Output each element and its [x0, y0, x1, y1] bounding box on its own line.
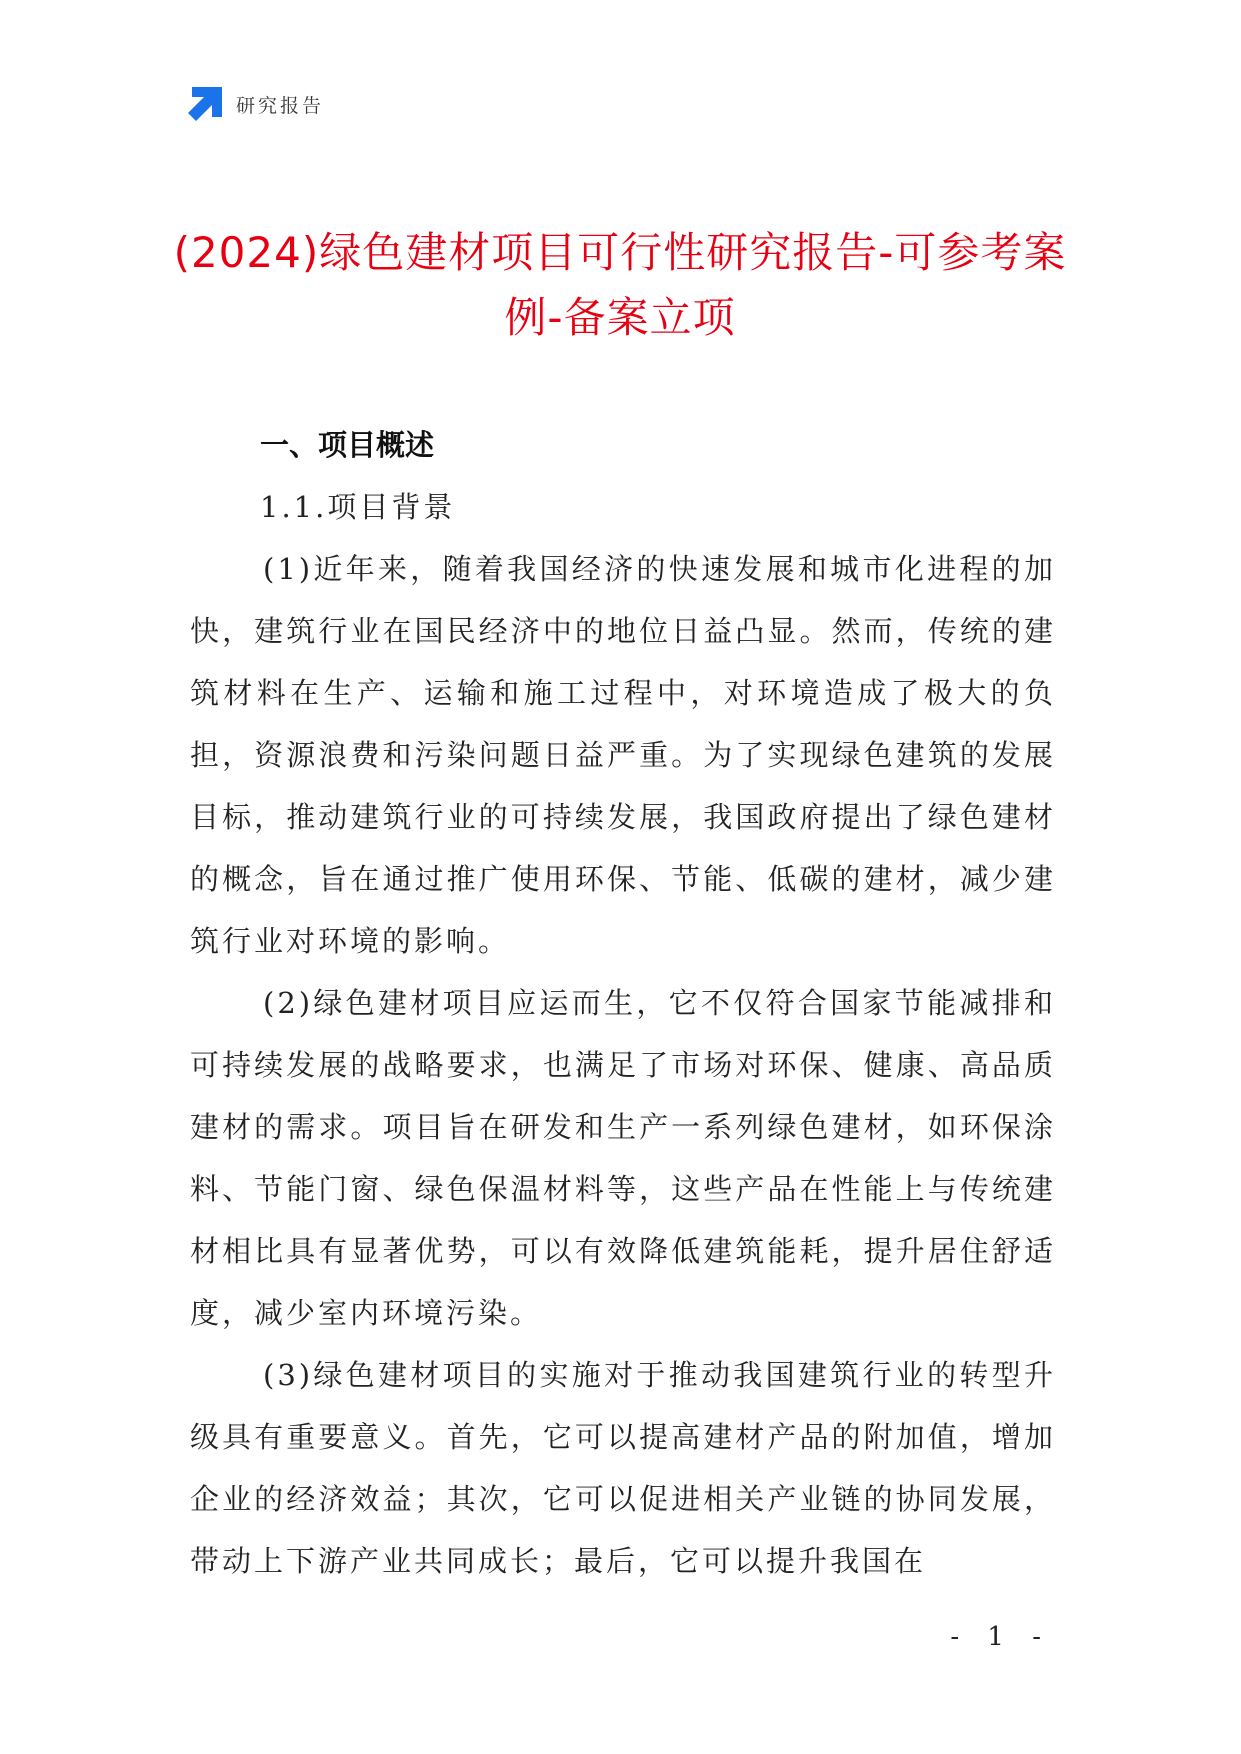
arrow-up-right-icon — [188, 87, 222, 121]
subsection-heading: 1.1.项目背景 — [260, 490, 456, 524]
page-number: - 1 - — [950, 1622, 1051, 1652]
paragraph-2: (2)绿色建材项目应运而生，它不仅符合国家节能减排和可持续发展的战略要求，也满足了市场对环保、健康、高品质建材的需求。项目旨在研发和生产一系列绿色建材，如环保涂料、节能门窗、绿色保温材料等，这些产品在性能上与传统建材相比具有显著优势，可以有效降低建筑能耗，提升居住舒适度，减少室内环境污染。 — [190, 986, 1056, 1330]
header-label: 研究报告 — [236, 94, 325, 117]
paragraph-1: (1)近年来，随着我国经济的快速发展和城市化进程的加快，建筑行业在国民经济中的地位日益凸显。然而，传统的建筑材料在生产、运输和施工过程中，对环境造成了极大的负担，资源浪费和污染问题日益严重。为了实现绿色建筑的发展目标，推动建筑行业的可持续发展，我国政府提出了绿色建材的概念，旨在通过推广使用环保、节能、低碳的建材，减少建筑行业对环境的影响。 — [190, 552, 1056, 958]
document-title: (2024)绿色建材项目可行性研究报告-可参考案例-备案立项 — [173, 228, 1067, 342]
report-header — [188, 86, 324, 122]
paragraph-3: (3)绿色建材项目的实施对于推动我国建筑行业的转型升级具有重要意义。首先，它可以提高建材产品的附加值，增加企业的经济效益；其次，它可以促进相关产业链的协同发展，带动上下游产业共同成长；最后，它可以提升我国在 — [190, 1358, 1056, 1578]
document-body — [190, 414, 1056, 1592]
section-heading: 一、项目概述 — [260, 428, 435, 462]
